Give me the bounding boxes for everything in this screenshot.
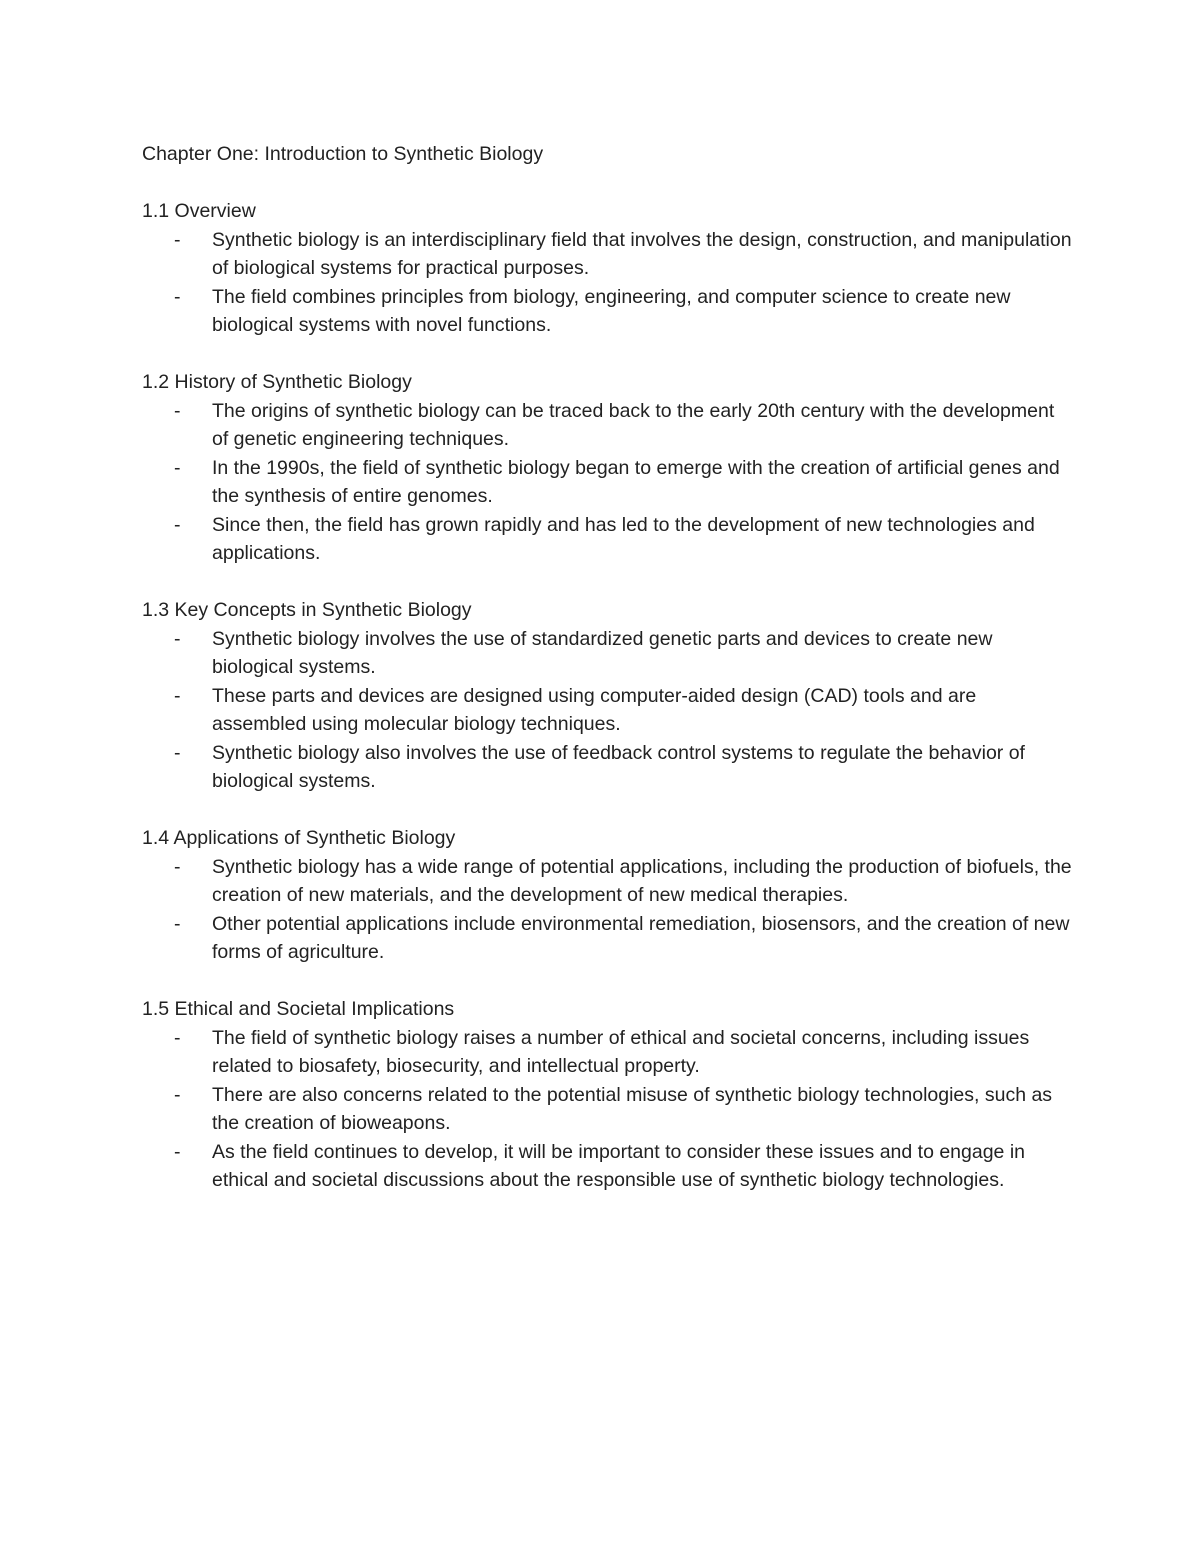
bullet-dash-icon: - — [174, 855, 181, 878]
section — [142, 197, 1072, 340]
bullet-item — [142, 682, 1072, 739]
document-page — [142, 140, 1072, 1223]
bullet-dash-icon: - — [174, 1026, 181, 1049]
bullet-text: Synthetic biology has a wide range of potential applications, including the production of biofuels, the creation of new materials, and the development of new medical therapies. — [212, 855, 1072, 906]
bullet-text: The field combines principles from biology, engineering, and computer science to create new biological systems with novel functions. — [212, 285, 1011, 336]
bullet-text: There are also concerns related to the potential misuse of synthetic biology technologies, such as the creation of bioweapons. — [212, 1083, 1053, 1134]
bullet-dash-icon: - — [174, 684, 181, 707]
bullet-dash-icon: - — [174, 228, 181, 251]
bullet-list — [142, 226, 1072, 340]
bullet-text: Since then, the field has grown rapidly and has led to the development of new technologies and applications. — [212, 513, 1035, 564]
bullet-text: As the field continues to develop, it will be important to consider these issues and to engage in ethical and societal discussions about the responsible use of synthetic biology technologies. — [212, 1140, 1025, 1191]
bullet-item — [142, 397, 1072, 454]
bullet-item — [142, 739, 1072, 796]
bullet-item — [142, 226, 1072, 283]
bullet-item — [142, 454, 1072, 511]
section-heading: 1.1 Overview — [142, 200, 256, 222]
sections-container — [142, 197, 1072, 1195]
bullet-item — [142, 625, 1072, 682]
bullet-text: Other potential applications include environmental remediation, biosensors, and the creation of new forms of agriculture. — [212, 912, 1070, 963]
bullet-text: The field of synthetic biology raises a number of ethical and societal concerns, including issues related to biosafety, biosecurity, and intellectual property. — [212, 1026, 1030, 1077]
section — [142, 368, 1072, 568]
bullet-dash-icon: - — [174, 1083, 181, 1106]
bullet-dash-icon: - — [174, 513, 181, 536]
section-heading: 1.4 Applications of Synthetic Biology — [142, 827, 456, 849]
bullet-item — [142, 283, 1072, 340]
bullet-dash-icon: - — [174, 912, 181, 935]
bullet-dash-icon: - — [174, 627, 181, 650]
bullet-item — [142, 511, 1072, 568]
bullet-dash-icon: - — [174, 1140, 181, 1163]
bullet-text: In the 1990s, the field of synthetic biology began to emerge with the creation of artificial genes and the synthesis of entire genomes. — [212, 456, 1060, 507]
bullet-item — [142, 1024, 1072, 1081]
bullet-text: These parts and devices are designed using computer-aided design (CAD) tools and are assembled using molecular biology techniques. — [212, 684, 977, 735]
bullet-list — [142, 1024, 1072, 1195]
bullet-dash-icon: - — [174, 456, 181, 479]
section-heading: 1.2 History of Synthetic Biology — [142, 371, 412, 393]
bullet-text: Synthetic biology also involves the use of feedback control systems to regulate the behavior of biological systems. — [212, 741, 1025, 792]
section — [142, 995, 1072, 1195]
bullet-list — [142, 397, 1072, 568]
section-heading: 1.3 Key Concepts in Synthetic Biology — [142, 599, 472, 621]
bullet-dash-icon: - — [174, 285, 181, 308]
bullet-item — [142, 910, 1072, 967]
section — [142, 824, 1072, 967]
bullet-dash-icon: - — [174, 741, 181, 764]
bullet-list — [142, 625, 1072, 796]
bullet-item — [142, 853, 1072, 910]
bullet-list — [142, 853, 1072, 967]
bullet-text: The origins of synthetic biology can be traced back to the early 20th century with the development of genetic engineering techniques. — [212, 399, 1055, 450]
document-title: Chapter One: Introduction to Synthetic Biology — [142, 143, 544, 165]
bullet-item — [142, 1081, 1072, 1138]
bullet-dash-icon: - — [174, 399, 181, 422]
bullet-text: Synthetic biology is an interdisciplinary field that involves the design, construction, and manipulation of biological systems for practical purposes. — [212, 228, 1072, 279]
bullet-text: Synthetic biology involves the use of standardized genetic parts and devices to create new biological systems. — [212, 627, 993, 678]
section-heading: 1.5 Ethical and Societal Implications — [142, 998, 455, 1020]
section — [142, 596, 1072, 796]
bullet-item — [142, 1138, 1072, 1195]
